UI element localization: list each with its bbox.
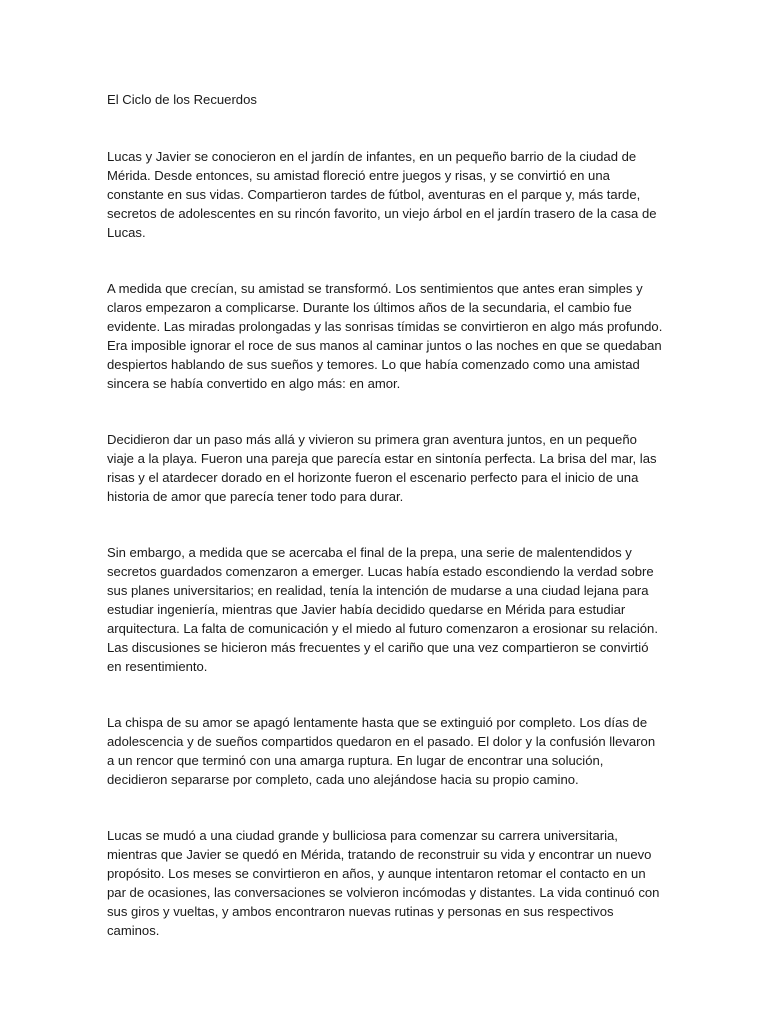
- document-title: El Ciclo de los Recuerdos: [107, 92, 257, 107]
- paragraph: Sin embargo, a medida que se acercaba el final de la prepa, una serie de malentendidos y secretos guardados comenzaron a emerger. Lucas había estado escondiendo la verdad sobre sus planes universitarios; en realidad, tenía la intención de mudarse a una ciudad lejana para estudiar ingeniería, mientras que Javier había decidido quedarse en Mérida para estudiar arquitectura. La falta de comunicación y el miedo al futuro comenzaron a erosionar su relación. Las discusiones se hicieron más frecuentes y el cariño que una vez compartieron se convirtió en resentimiento.: [107, 545, 658, 674]
- paragraph: Lucas y Javier se conocieron en el jardín de infantes, en un pequeño barrio de la ciudad de Mérida. Desde entonces, su amistad floreció entre juegos y risas, y se convirtió en una constante en sus vidas. Compartieron tardes de fútbol, aventuras en el parque y, más tarde, secretos de adolescentes en su rincón favorito, un viejo árbol en el jardín trasero de la casa de Lucas.: [107, 148, 657, 240]
- document-body: [107, 91, 663, 978]
- paragraph: A medida que crecían, su amistad se transformó. Los sentimientos que antes eran simples y claros empezaron a complicarse. Durante los últimos años de la secundaria, el cambio fue evidente. Las miradas prolongadas y las sonrisas tímidas se convirtieron en algo más profundo. Era imposible ignorar el roce de sus manos al caminar juntos o las noches en que se quedaban despiertos hablando de sus sueños y temores. Lo que había comenzado como una amistad sincera se había convertido en algo más: en amor.: [107, 281, 663, 391]
- paragraph: Lucas se mudó a una ciudad grande y bulliciosa para comenzar su carrera universitaria, mientras que Javier se quedó en Mérida, tratando de reconstruir su vida y encontrar un nuevo propósito. Los meses se convirtieron en años, y aunque intentaron retomar el contacto en un par de ocasiones, las conversaciones se volvieron incómodas y distantes. La vida continuó con sus giros y vueltas, y ambos encontraron nuevas rutinas y personas en sus respectivos caminos.: [107, 828, 660, 938]
- paragraph: La chispa de su amor se apagó lentamente hasta que se extinguió por completo. Los días de adolescencia y de sueños compartidos quedaron en el pasado. El dolor y la confusión llevaron a un rencor que terminó con una amarga ruptura. En lugar de encontrar una solución, decidieron separarse por completo, cada uno alejándose hacia su propio camino.: [107, 715, 656, 787]
- paragraph: Decidieron dar un paso más allá y vivieron su primera gran aventura juntos, en un pequeño viaje a la playa. Fueron una pareja que parecía estar en sintonía perfecta. La brisa del mar, las risas y el atardecer dorado en el horizonte fueron el escenario perfecto para el inicio de una historia de amor que parecía tener todo para durar.: [107, 432, 657, 504]
